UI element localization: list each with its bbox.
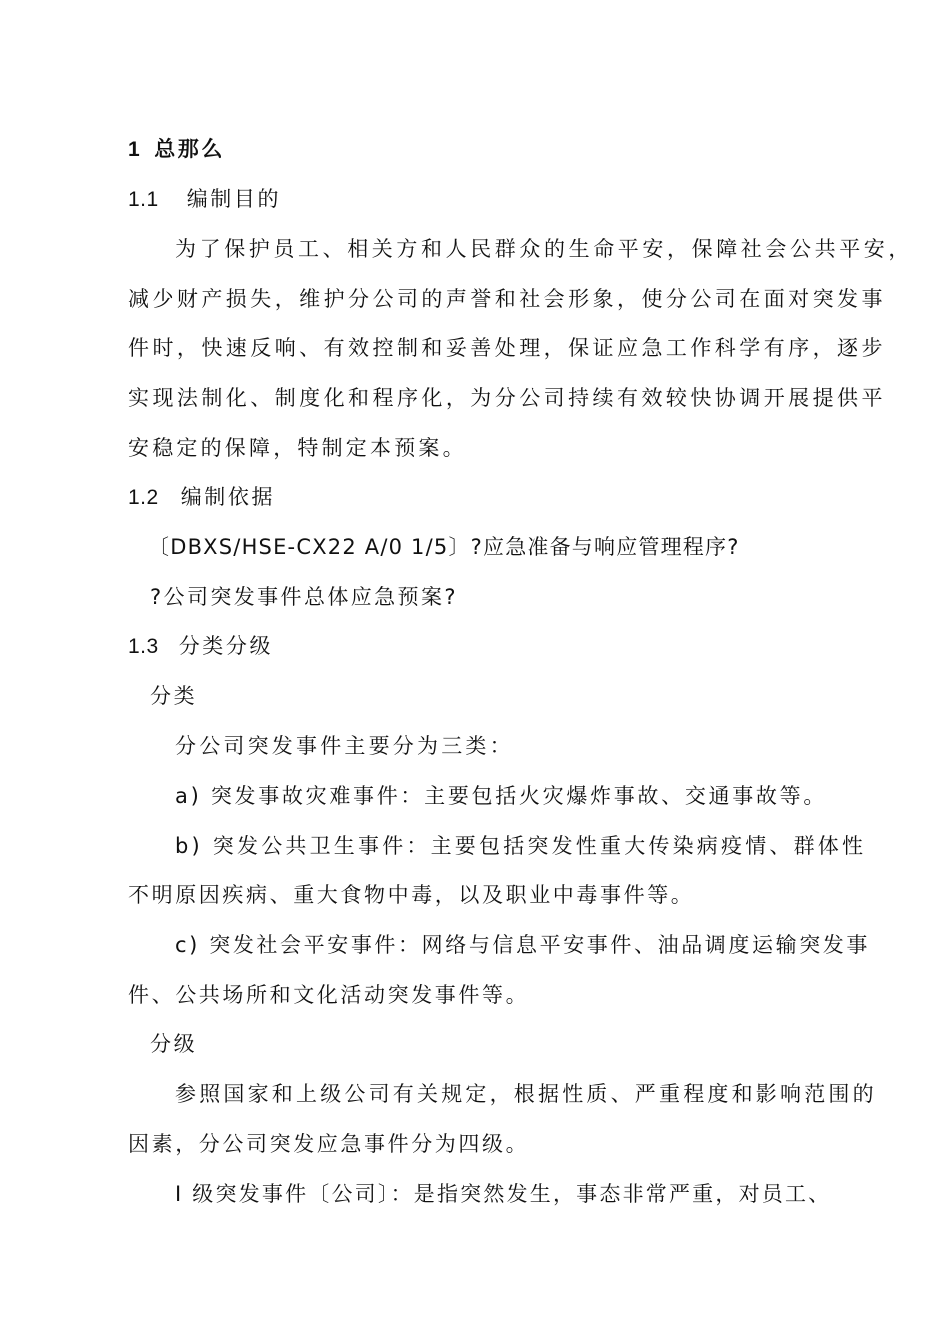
sub-heading: 分类 <box>150 684 198 708</box>
paragraph-line: 为了保护员工、相关方和人民群众的生命平安，保障社会公共平安， <box>175 237 913 261</box>
subsection-title: 分类分级 <box>178 634 274 658</box>
list-item-continuation: 件、公共场所和文化活动突发事件等。 <box>128 983 530 1007</box>
subsection-title: 编制目的 <box>186 187 282 211</box>
section-number: 1 <box>128 138 141 161</box>
section-title: 总那么 <box>154 137 225 161</box>
section-heading <box>128 134 225 165</box>
paragraph-line: 实现法制化、制度化和程序化，为分公司持续有效较快协调开展提供平 <box>128 386 886 410</box>
list-item: c) 突发社会平安事件：网络与信息平安事件、油品调度运输突发事 <box>175 933 871 957</box>
subsection-title: 编制依据 <box>180 485 276 509</box>
paragraph-line: Ⅰ 级突发事件〔公司〕：是指突然发生，事态非常严重，对员工、 <box>175 1182 832 1206</box>
subsection-heading <box>128 482 275 513</box>
list-item: a) 突发事故灾难事件：主要包括火灾爆炸事故、交通事故等。 <box>175 784 828 808</box>
reference-line: ?公司突发事件总体应急预案? <box>150 585 458 609</box>
reference-line: 〔DBXS/HSE-CX22 A/0 1/5〕?应急准备与响应管理程序? <box>148 535 740 559</box>
paragraph-line: 减少财产损失，维护分公司的声誉和社会形象，使分公司在面对突发事 <box>128 287 886 311</box>
list-item-continuation: 不明原因疾病、重大食物中毒，以及职业中毒事件等。 <box>128 883 695 907</box>
subsection-heading <box>128 631 273 662</box>
subsection-number: 1.3 <box>128 635 159 658</box>
paragraph-line: 件时，快速反响、有效控制和妥善处理，保证应急工作科学有序，逐步 <box>128 336 886 360</box>
subsection-number: 1.1 <box>128 188 159 211</box>
subsection-number: 1.2 <box>128 486 159 509</box>
paragraph-line: 因素，分公司突发应急事件分为四级。 <box>128 1132 530 1156</box>
subsection-heading <box>128 184 281 215</box>
list-item: b) 突发公共卫生事件：主要包括突发性重大传染病疫情、群体性 <box>175 834 867 858</box>
sub-heading: 分级 <box>150 1032 198 1056</box>
paragraph-line: 参照国家和上级公司有关规定，根据性质、严重程度和影响范围的 <box>175 1082 877 1106</box>
paragraph-line: 安稳定的保障，特制定本预案。 <box>128 436 467 460</box>
paragraph-line: 分公司突发事件主要分为三类： <box>175 734 514 758</box>
